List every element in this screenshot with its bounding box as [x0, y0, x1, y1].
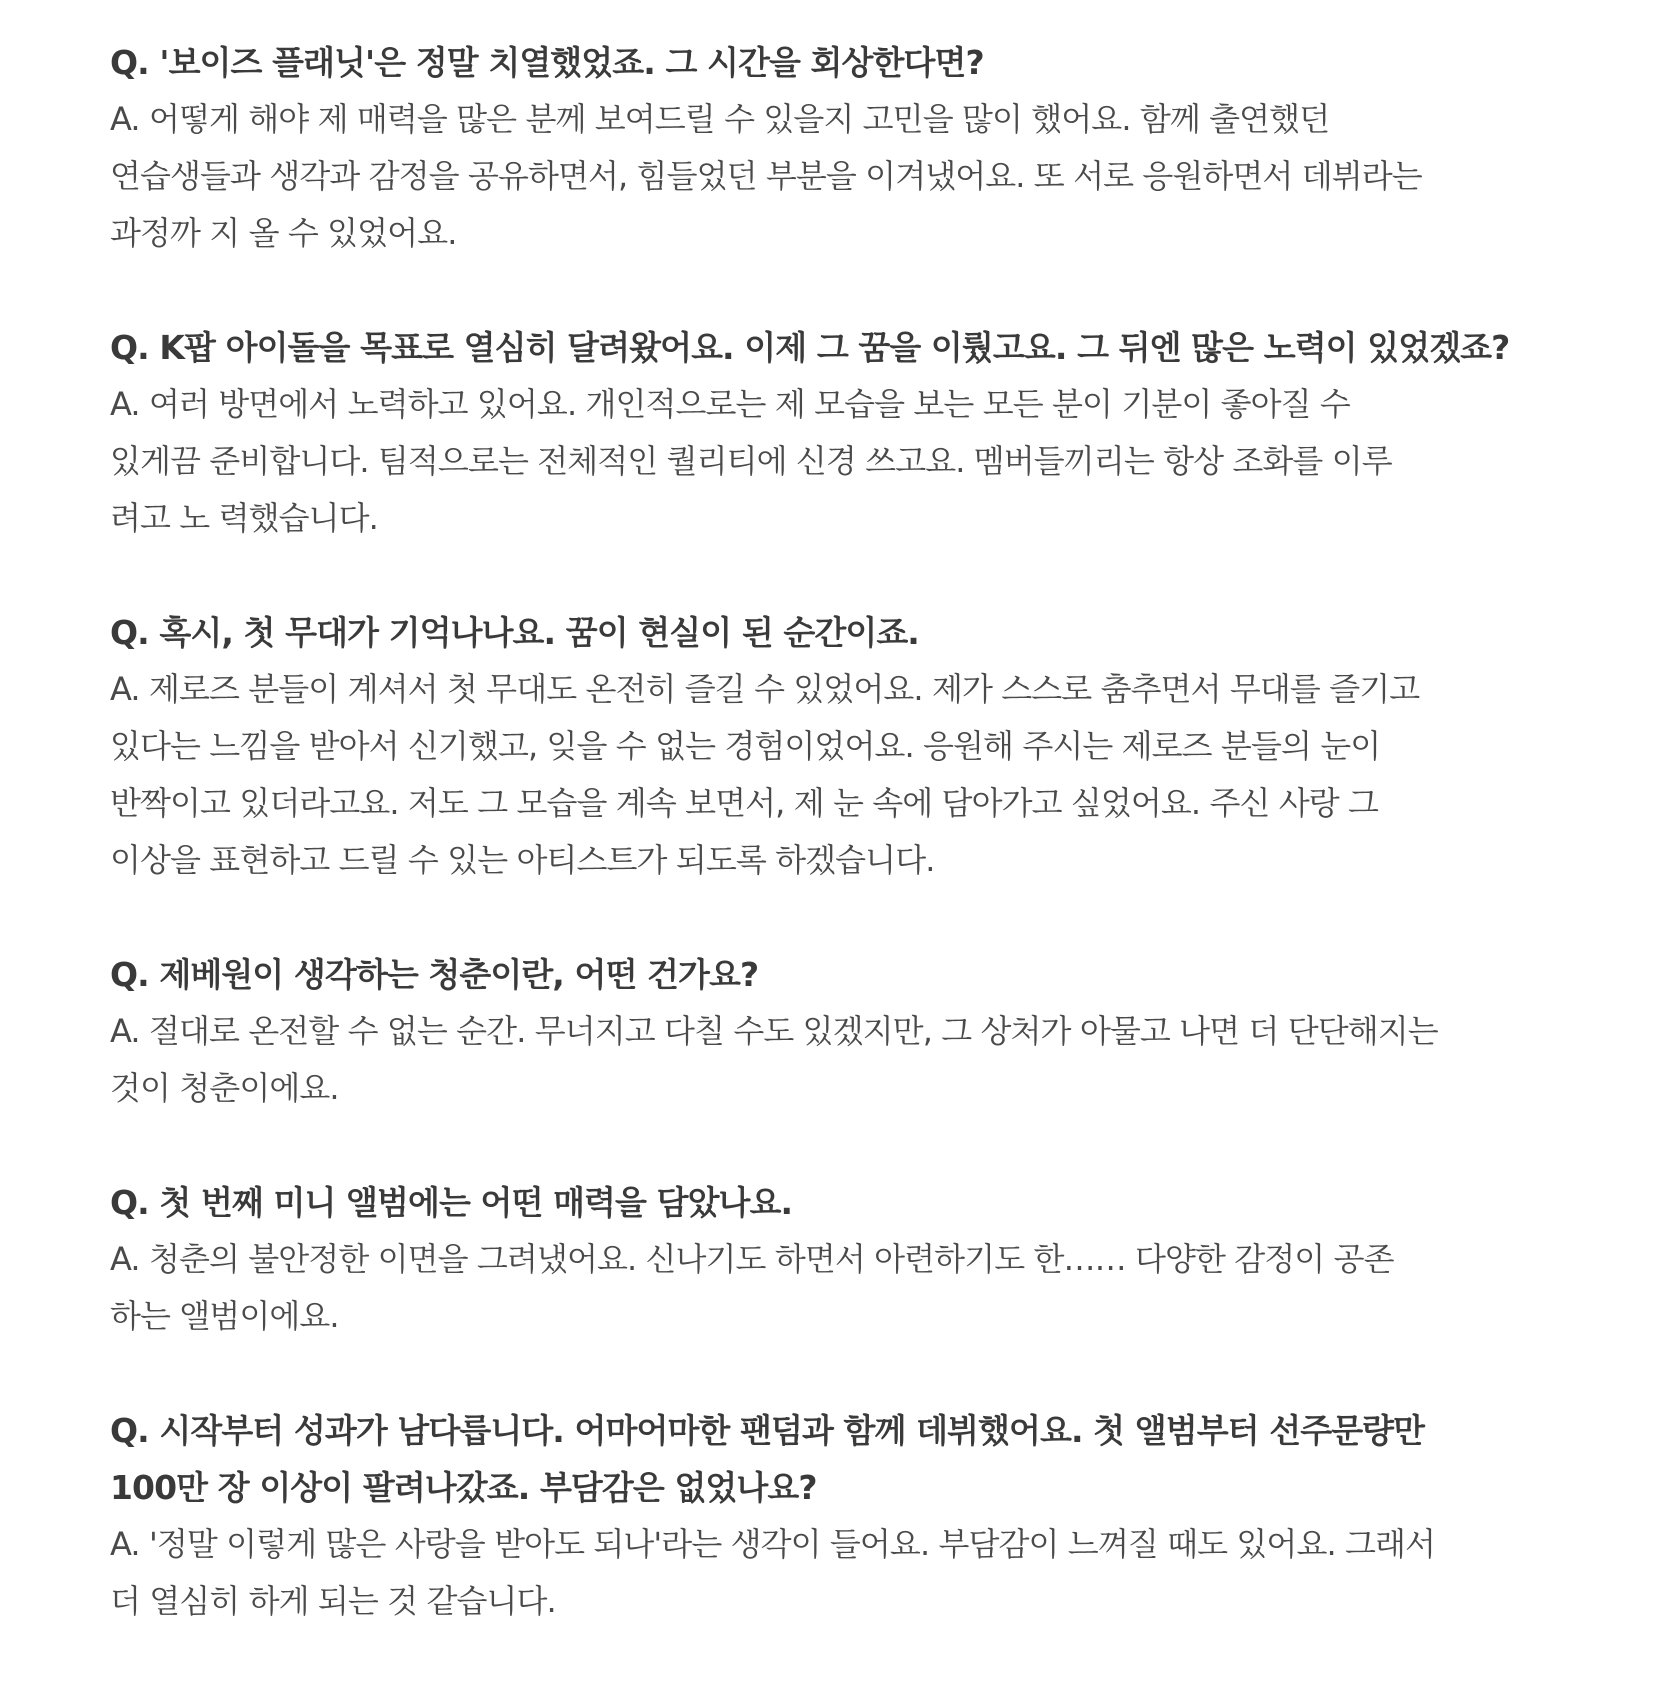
answer-line: A. 제로즈 분들이 계셔서 첫 무대도 온전히 즐길 수 있었어요. 제가 스스로 춤추면서 무대를 즐기고	[110, 670, 1420, 708]
answer-line: 이상을 표현하고 드릴 수 있는 아티스트가 되도록 하겠습니다.	[110, 841, 935, 879]
answer-line: A. 청춘의 불안정한 이면을 그려냈어요. 신나기도 하면서 아련하기도 한…… 다양한 감정이 공존	[110, 1240, 1394, 1278]
answer-line: 과정까 지 올 수 있었어요.	[110, 214, 457, 252]
question-line: Q. 혹시, 첫 무대가 기억나나요. 꿈이 현실이 된 순간이죠.	[110, 613, 919, 652]
answer-line: A. 여러 방면에서 노력하고 있어요. 개인적으로는 제 모습을 보는 모든 분이 기분이 좋아질 수	[110, 385, 1350, 423]
answer-line: 있게끔 준비합니다. 팀적으로는 전체적인 퀄리티에 신경 쓰고요. 멤버들끼리는 항상 조화를 이루	[110, 442, 1392, 480]
question-line: Q. 시작부터 성과가 남다릅니다. 어마어마한 팬덤과 함께 데뷔했어요. 첫 앨범부터 선주문량만	[110, 1411, 1425, 1450]
answer-line: 것이 청춘이에요.	[110, 1069, 339, 1107]
qa-block-1	[110, 34, 1570, 262]
qa-block-6	[110, 1402, 1570, 1630]
interview-article	[110, 34, 1570, 1687]
answer-line: 연습생들과 생각과 감정을 공유하면서, 힘들었던 부분을 이겨냈어요. 또 서로 응원하면서 데뷔라는	[110, 157, 1422, 195]
question-line: Q. 제베원이 생각하는 청춘이란, 어떤 건가요?	[110, 955, 759, 994]
answer-line: A. '정말 이렇게 많은 사랑을 받아도 되나'라는 생각이 들어요. 부담감이 느껴질 때도 있어요. 그래서	[110, 1525, 1436, 1563]
question-line: Q. K팝 아이돌을 목표로 열심히 달려왔어요. 이제 그 꿈을 이뤘고요. 그 뒤엔 많은 노력이 있었겠죠?	[110, 328, 1510, 367]
qa-block-4	[110, 946, 1570, 1117]
answer-line: 려고 노 력했습니다.	[110, 499, 378, 537]
question-line: 100만 장 이상이 팔려나갔죠. 부담감은 없었나요?	[110, 1468, 817, 1507]
answer-line: A. 절대로 온전할 수 없는 순간. 무너지고 다칠 수도 있겠지만, 그 상처가 아물고 나면 더 단단해지는	[110, 1012, 1438, 1050]
qa-block-2	[110, 319, 1570, 547]
answer-line: 반짝이고 있더라고요. 저도 그 모습을 계속 보면서, 제 눈 속에 담아가고 싶었어요. 주신 사랑 그	[110, 784, 1379, 822]
answer-line: A. 어떻게 해야 제 매력을 많은 분께 보여드릴 수 있을지 고민을 많이 했어요. 함께 출연했던	[110, 100, 1330, 138]
answer-line: 더 열심히 하게 되는 것 같습니다.	[110, 1582, 556, 1620]
answer-line: 있다는 느낌을 받아서 신기했고, 잊을 수 없는 경험이었어요. 응원해 주시는 제로즈 분들의 눈이	[110, 727, 1381, 765]
answer-line: 하는 앨범이에요.	[110, 1297, 339, 1335]
qa-block-3	[110, 604, 1570, 889]
question-line: Q. '보이즈 플래닛'은 정말 치열했었죠. 그 시간을 회상한다면?	[110, 43, 984, 82]
qa-block-5	[110, 1174, 1570, 1345]
question-line: Q. 첫 번째 미니 앨범에는 어떤 매력을 담았나요.	[110, 1183, 793, 1222]
